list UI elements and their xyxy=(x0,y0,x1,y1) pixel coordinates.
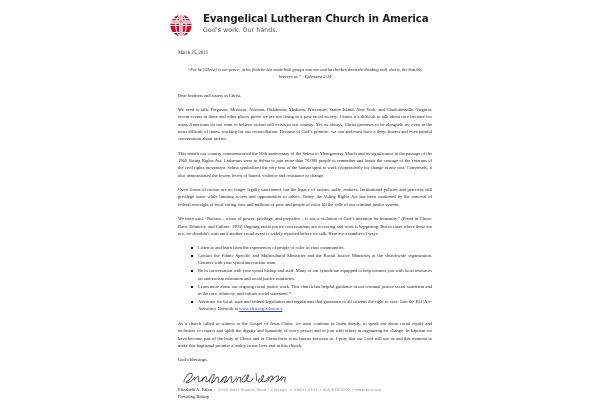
organization-name: Evangelical Lutheran Church in America xyxy=(203,14,429,26)
salutation: Dear brothers and sisters in Christ, xyxy=(178,92,242,98)
organization-tagline: God's work. Our hands. xyxy=(203,27,278,35)
signer-name: Elizabeth A. Eaton xyxy=(178,386,213,392)
body-paragraph: We have said, “Racism – a mix of power, privilege, and prejudice – is sin, a violation of God’s intention for humanity.” (Freed in Christ: Race, Ethnicity, and Culture, 1993) Ongoing racial justice conversations are occurring and work is happening. But in cases where these are not, we shouldn’t wait until another racial event is widely reported before we talk. Here are a number of ways: xyxy=(178,216,432,236)
brand-text xyxy=(203,15,429,35)
list-item: Contact the Ethnic Specific and Multicultural Ministries and the Racial Justice Ministries at the churchwide organization. Connect with your synod anti-racism team. xyxy=(198,253,432,266)
closing-paragraph: As a church called to witness to the Gospel of Jesus Christ, we must continue to listen deeply, to speak out about racial equity and inclusion, to respect and uplift the dignity and humanity of every person and to join with others in organizing for change. In baptism we have become part of the body of Christ and in Christ there is no barrier between us. I pray that our Lord will use us and this moment to make this baptismal promise a reality in our lives and in this church. xyxy=(178,321,432,349)
action-items-list xyxy=(178,237,432,312)
scripture-epigraph: “For he [Christ] is our peace; in his flesh he has made both groups into one and has broken down the dividing wall, that is, the hostility between us.” - Ephesians 2:14 xyxy=(187,66,423,79)
letter-date: March 25, 2015 xyxy=(178,51,208,56)
list-item-text-before: Advocate for local, state and federal legislation and regulations that guarantee to all citizens the right to vote. Join the ELCA e-Advocacy Network at xyxy=(198,298,432,312)
handwritten-signature xyxy=(180,370,288,386)
body-paragraph: We need to talk. Ferguson, Missouri; Norman, Oklahoma; Madison, Wisconsin; Staten Island, New York; and Charlottesville, Virginia: recent events in these and other places prove we are not living in a post-racial society. I know it’s difficult to talk about race because too many Americans do not want to believe racism still exists in our country. Yet, as always, Christ promises to be alongside us, even in the most difficult of times, working for our reconciliation. Because of God’s promise, we can and must have a deep, honest and even painful conversation about racism. xyxy=(178,106,432,142)
advocacy-link[interactable]: www.elca.org/advocacy xyxy=(239,306,283,312)
footer-address: 8765 West Higgins Road • Chicago, IL 60631-4101 • 800/638-3522 • www.elca.org xyxy=(218,388,382,392)
signer-title: Presiding Bishop xyxy=(178,393,210,399)
body-paragraph: This month our country commemorated the 50th anniversary of the Selma to Montgomery March and its significance in the passage of the 1965 Voting Rights Act. Lutherans were in Selma to join more than 70,000 people to remember and honor the courage of the veterans of the civil rights movement. Selma symbolized the very best of the human spirit to work cooperatively for change at any cost. Conversely, it also demonstrated the lowest levels of hatred, violence and resistance to change. xyxy=(178,150,432,178)
signature-block xyxy=(0,370,600,401)
list-item-text-after: . xyxy=(282,306,284,312)
list-item: Learn more about our ongoing racial justice work. This church has helpful guidance in our criminal justice social statement and in the race, ethnicity, and culture social statement.* xyxy=(198,283,432,296)
list-item: Be in conversation with your synod bishop and staff. Many of our synods are equipped to help connect you with local resources on anti-racism education and racial justice ministries. xyxy=(198,268,432,281)
letter-body xyxy=(0,50,600,364)
valediction: God’s blessings, xyxy=(178,357,208,363)
list-item xyxy=(198,298,432,313)
list-item: Listen to and learn from the experiences of people of color in your communities. xyxy=(198,244,432,251)
letterhead xyxy=(0,0,600,40)
elca-cross-globe-icon xyxy=(166,10,196,40)
body-paragraph: Overt forms of racism are no longer legally sanctioned, but the legacy of racism, sadly, endures. Institutional policies and practices still privilege some while limiting access and opportunities to others. Today, the Voting Rights Act has been weakened by the removal of federal oversight of local voting laws and millions of poor and people of color fill the cells of our criminal justice system. xyxy=(178,187,432,207)
